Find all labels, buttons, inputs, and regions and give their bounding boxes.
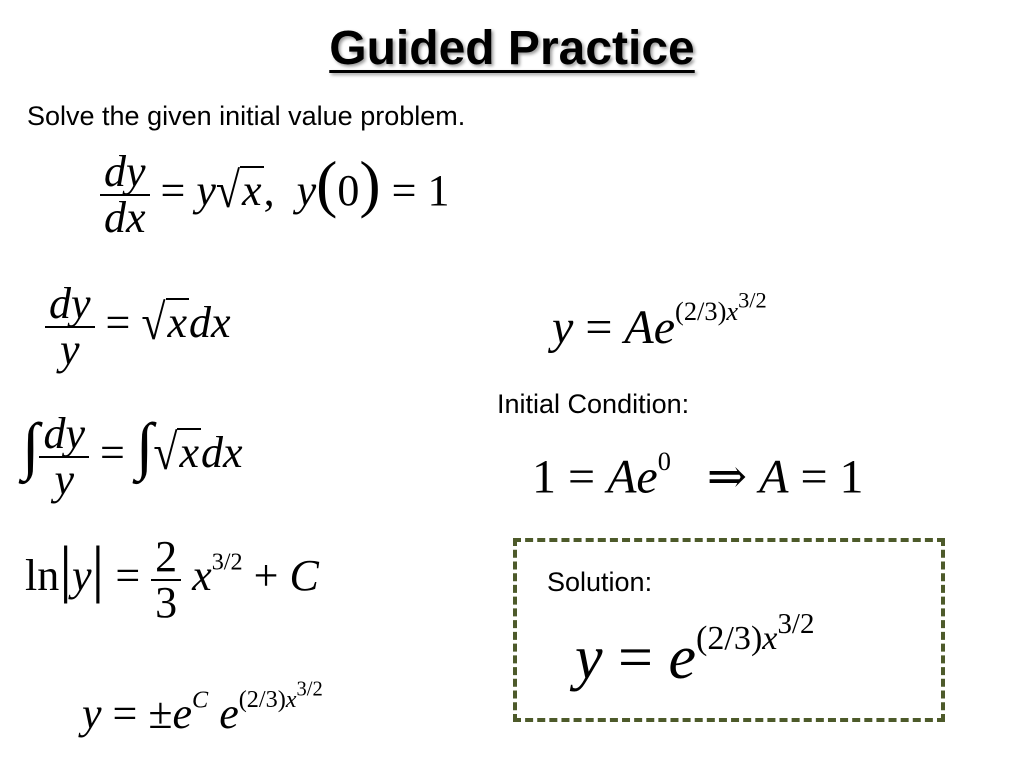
step-separate-variables: $\frac{dy}{y}$ = √xdx <box>45 282 231 372</box>
fraction-dy-y-integrand: $\frac{dy}{y}$ <box>39 412 89 502</box>
final-solution: $y = e^{(2/3)x^{3/2}}$ <box>575 608 815 692</box>
implies-arrow: ⇒ <box>706 450 748 504</box>
problem-equation: $\frac{dy}{dx}$ = y√x, y(0) = 1 <box>100 150 449 240</box>
radical-sign: √ <box>215 162 241 219</box>
fraction-dy-y: $\frac{dy}{y}$ <box>45 282 95 372</box>
general-solution: $y = Ae^{(2/3)x3/2}$ <box>552 288 767 354</box>
step-exponentiate: $y = \pm e^C$ $e^{(2/3)x^{3/2}}$ <box>82 679 323 738</box>
initial-condition-label: Initial Condition: <box>497 389 690 419</box>
integral-sign: ∫ <box>22 410 40 482</box>
step-integrate: ∫ $\frac{dy}{y}$ = ∫√xdx <box>22 409 243 504</box>
slide-title: Guided Practice <box>329 22 695 75</box>
fraction-dy-dx: $\frac{dy}{dx}$ <box>100 150 150 240</box>
step-antiderivative: ln|y| = $\frac{2}{3}$ $x^{3/2} + C$ <box>25 532 319 627</box>
instruction-text: Solve the given initial value problem. <box>27 101 466 131</box>
initial-condition-equation: 1 = Ae$^0$ ⇒ A = 1 <box>532 446 864 504</box>
solution-label: Solution: <box>547 567 653 597</box>
fraction-two-thirds: $\frac{2}{3}$ <box>151 535 181 625</box>
